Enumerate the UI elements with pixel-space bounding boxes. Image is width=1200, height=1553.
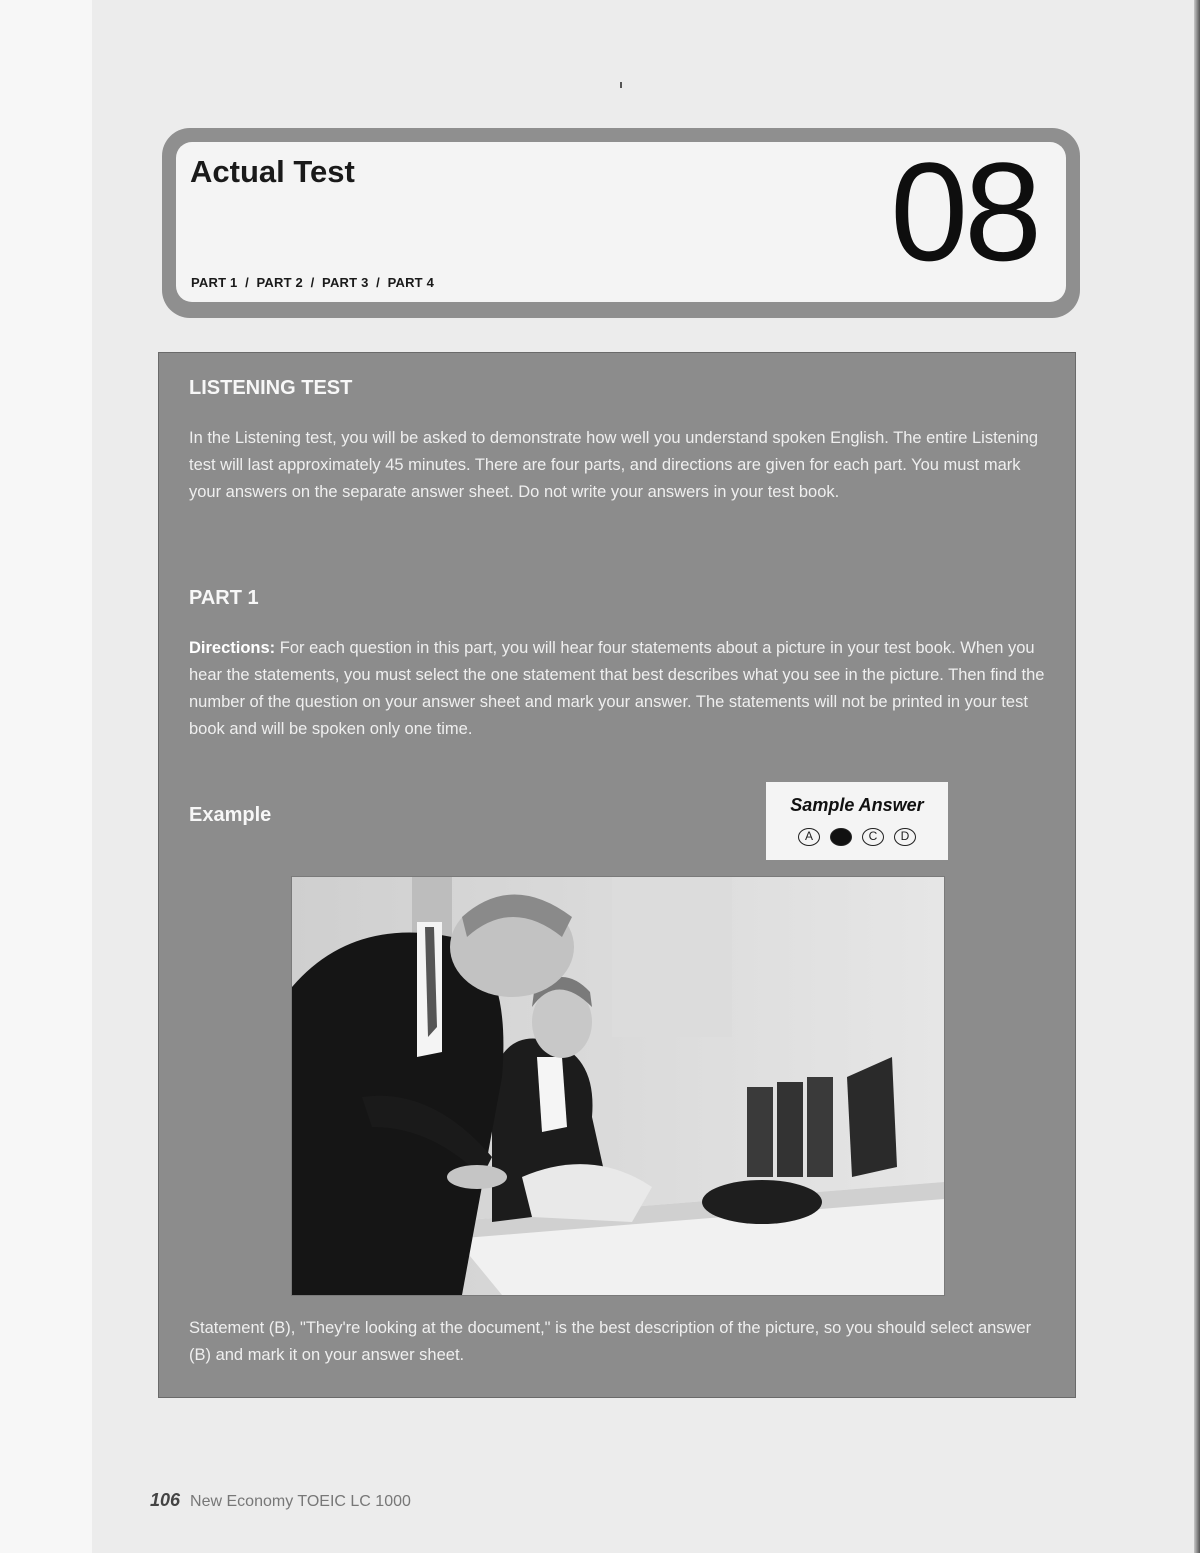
sample-answer-choices [766, 828, 948, 846]
choice-b-bubble-filled [830, 828, 852, 846]
listening-intro: In the Listening test, you will be asked to demonstrate how well you understand spoken English. The entire Listening test will last approximately 45 minutes. There are four parts, and directions are given for each part. You must mark your answers on the separate answer sheet. Do not write your answers in your test book. [189, 429, 1039, 501]
directions-text: For each question in this part, you will hear four statements about a picture in your test book. When you hear the statements, you must select the one statement that best describes what you see in the picture. Then find the number of the question on your answer sheet and mark your answer. The statements will not be printed in your test book and will be spoken only one time. [189, 639, 1045, 738]
scan-edge [1194, 0, 1200, 1553]
page-footer [150, 1490, 411, 1511]
example-photo [291, 876, 945, 1296]
example-explanation: Statement (B), "They're looking at the document," is the best description of the picture, so you should select answer (B) and mark it on your answer sheet. [189, 1319, 1032, 1364]
part1-directions [189, 635, 1051, 743]
listening-panel [158, 352, 1076, 1398]
chapter-header [162, 128, 1080, 318]
example-heading: Example [189, 804, 272, 826]
book-title: New Economy TOEIC LC 1000 [190, 1493, 411, 1510]
page-number: 106 [150, 1490, 181, 1510]
choice-c-bubble: C [862, 828, 884, 846]
directions-label: Directions: [189, 639, 276, 657]
scan-margin [0, 0, 92, 1553]
choice-d-bubble: D [894, 828, 916, 846]
sample-answer-box [766, 782, 948, 860]
chapter-parts: PART 1 / PART 2 / PART 3 / PART 4 [191, 275, 435, 290]
listening-heading: LISTENING TEST [189, 377, 353, 399]
chapter-header-inner [176, 142, 1066, 302]
part1-heading: PART 1 [189, 587, 259, 609]
page-mark [620, 82, 622, 88]
chapter-title: Actual Test [190, 154, 355, 189]
choice-a-bubble: A [798, 828, 820, 846]
chapter-number: 08 [890, 142, 1038, 290]
office-photo-illustration [292, 877, 944, 1295]
sample-answer-title: Sample Answer [790, 795, 924, 815]
